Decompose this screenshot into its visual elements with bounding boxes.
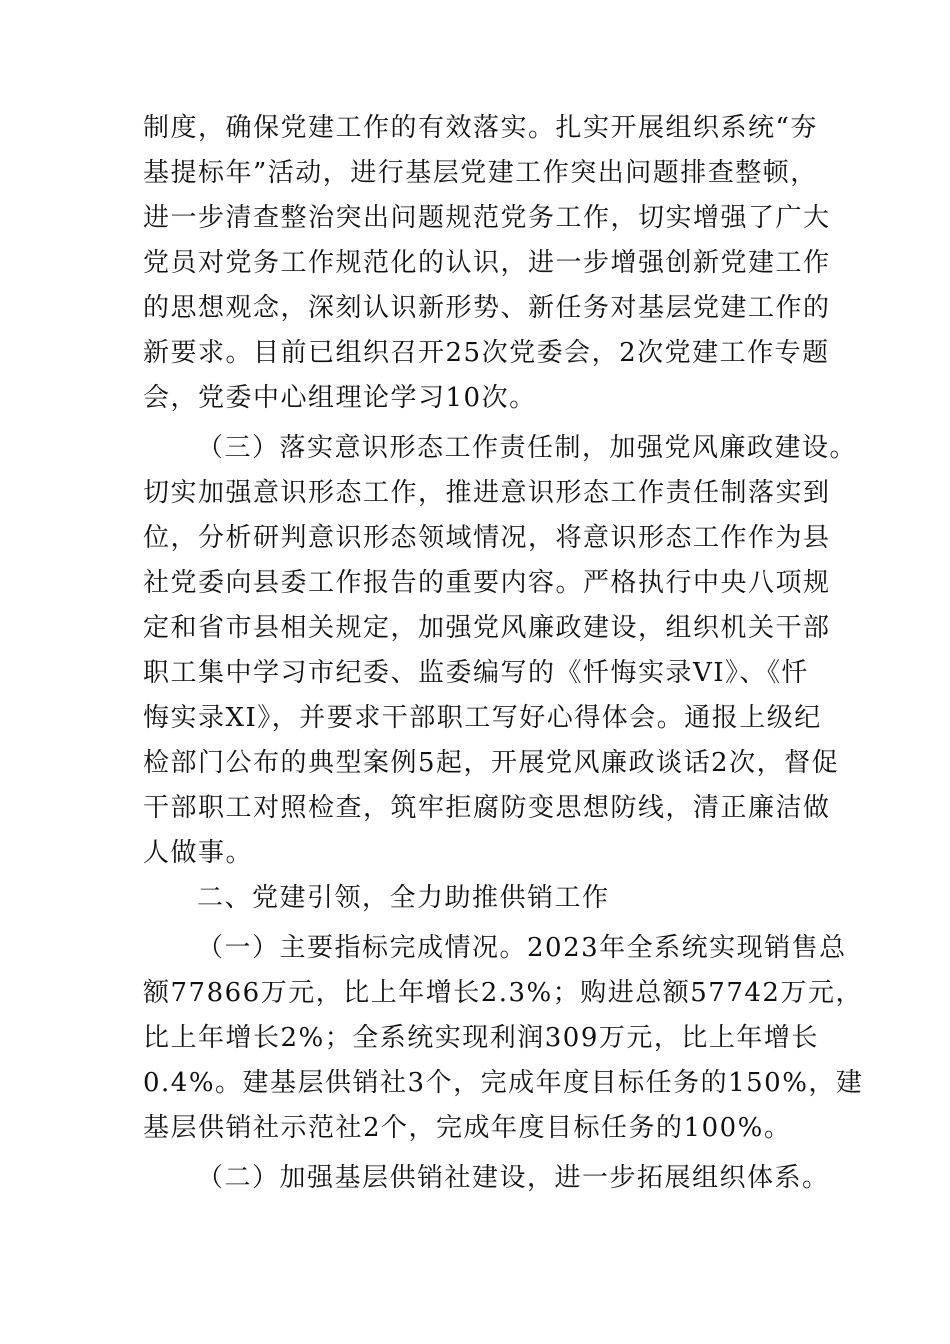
paragraph-line: 基层供销社示范社2个，完成年度目标任务的100%。 bbox=[143, 1113, 792, 1143]
paragraph-line: 干部职工对照检查，筑牢拒腐防变思想防线，清正廉洁做 bbox=[143, 793, 831, 823]
section-heading-2: （二）加强基层供销社建设，进一步拓展组织体系。 bbox=[197, 1163, 830, 1193]
paragraph-line: 进一步清查整治突出问题规范党务工作，切实增强了广大 bbox=[143, 203, 831, 233]
paragraph-line: 的思想观念，深刻认识新形势、新任务对基层党建工作的 bbox=[143, 293, 831, 323]
paragraph-line: 党员对党务工作规范化的认识，进一步增强创新党建工作 bbox=[143, 248, 831, 278]
paragraph-line: 人做事。 bbox=[143, 838, 254, 868]
paragraph-line: 位，分析研判意识形态领域情况，将意识形态工作作为县 bbox=[143, 523, 831, 553]
paragraph-line: 社党委向县委工作报告的重要内容。严格执行中央八项规 bbox=[143, 568, 831, 598]
section-heading-3: （三）落实意识形态工作责任制，加强党风廉政建设。 bbox=[197, 433, 858, 463]
paragraph-line: 会，党委中心组理论学习10次。 bbox=[143, 383, 537, 413]
paragraph-line: 制度，确保党建工作的有效落实。扎实开展组织系统“夯 bbox=[143, 113, 818, 143]
section-title-2: 二、党建引领，全力助推供销工作 bbox=[197, 883, 610, 913]
paragraph-line: 定和省市县相关规定，加强党风廉政建设，组织机关干部 bbox=[143, 613, 831, 643]
paragraph-line: 新要求。目前已组织召开25次党委会，2次党建工作专题 bbox=[143, 338, 830, 368]
paragraph-line: 悔实录XI》，并要求干部职工写好心得体会。通报上级纪 bbox=[143, 703, 822, 733]
paragraph-line: 0.4%。建基层供销社3个，完成年度目标任务的150%，建 bbox=[143, 1068, 864, 1098]
paragraph-line: 切实加强意识形态工作，推进意识形态工作责任制落实到 bbox=[143, 478, 831, 508]
section-heading-1: （一）主要指标完成情况。2023年全系统实现销售总 bbox=[197, 933, 847, 963]
paragraph-line: 比上年增长2%；全系统实现利润309万元，比上年增长 bbox=[143, 1023, 819, 1053]
paragraph-line: 检部门公布的典型案例5起，开展党风廉政谈话2次，督促 bbox=[143, 748, 840, 778]
paragraph-line: 基提标年”活动，进行基层党建工作突出问题排查整顿， bbox=[143, 158, 818, 188]
paragraph-line: 职工集中学习市纪委、监委编写的《忏悔实录VI》、《忏 bbox=[143, 658, 810, 688]
paragraph-line: 额77866万元，比上年增长2.3%；购进总额57742万元， bbox=[143, 978, 863, 1008]
